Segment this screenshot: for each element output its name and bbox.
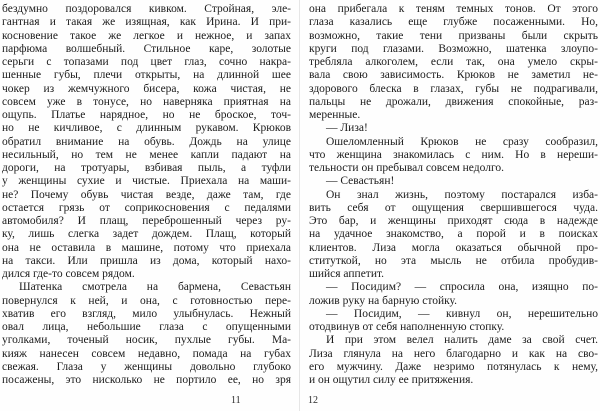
text-line: что женщина знакомилась с ним. Но в нереши-: [309, 148, 598, 161]
text-line: бездумно поздоровался кивком. Стройная, эле-: [2, 3, 291, 15]
text-line: Он знал жизнь, поэтому постарался изба-: [326, 188, 598, 201]
text-line: остается грязь от соприкосновения с педалями: [2, 201, 291, 214]
text-line: парфюма волшебный. Стильное каре, золотые: [2, 42, 291, 55]
text-line: но не кичливое, с длинным рукавом. Крюков: [2, 122, 291, 135]
text-line: глаза казались еще глубже посаженными. Но,: [309, 16, 598, 29]
page-divider: [299, 0, 300, 411]
text-line: Шатенка смотрела на бармена, Севастьян: [19, 281, 291, 294]
text-line: гантная и такая же изящная, как Ирина. И при-: [2, 16, 291, 29]
text-line: меренные.: [309, 109, 361, 121]
text-line: шенные губы, плечи открыты, на длинной шее: [2, 69, 291, 82]
text-line: его мужчину. Даже незримо потянулась к нему,: [309, 360, 598, 373]
text-line: она не оставила в машине, потому что приехала: [2, 241, 291, 254]
text-line: несильный, но тем не менее капли падают на: [2, 148, 291, 161]
text-line: овал лица, небольшие глаза с опущенными: [2, 321, 291, 333]
text-line: кияж нанесен совсем недавно, помада на губах: [2, 347, 291, 360]
text-line: вить себя от ощущения свершившегося чуда.: [309, 201, 598, 214]
text-line: автомобиля? И плащ, переброшенный через ру-: [2, 215, 291, 227]
text-line: ку, лишь слегка задет дождем. Плащ, который: [2, 228, 291, 241]
text-line: посажены, это нисколько не портило ее, но зря: [2, 374, 291, 386]
text-line: обратил внимание на обувь. Дождь на улице: [2, 135, 291, 148]
text-line: требляла алкоголем, если так, она умело скры-: [309, 56, 598, 68]
text-line: — Лиза!: [326, 122, 368, 135]
text-line: хватив его взгляд, мило улыбнулась. Нежный: [2, 307, 291, 320]
page-number-right: 12: [308, 395, 318, 406]
text-line: — Посидим? — спросила она, изящно по-: [326, 281, 598, 294]
text-line: у женщины сухие и чистые. Приехала на маши-: [2, 175, 291, 188]
text-line: свежая. Глаза у женщины довольно глубоко: [2, 360, 291, 373]
text-line: совсем уже в тонусе, но наверняка приятная на: [2, 95, 291, 108]
text-line: ощупь. Платье нарядное, но не броское, точ-: [2, 109, 291, 121]
text-line: здорового блеска в глазах, губы не подрагивали,: [309, 82, 598, 95]
text-line: чокер из жемчужного бисера, кожа чистая, не: [2, 82, 291, 95]
text-line: ституткой, но эта мысль не отбила пробудив-: [309, 254, 598, 267]
text-line: пальцы не дрожали, движения спокойные, раз-: [309, 95, 598, 108]
text-line: Ошеломленный Крюков не сразу сообразил,: [326, 135, 598, 148]
text-line: Лиза глянула на него благодарно и как на сво-: [309, 347, 598, 360]
text-line: И при этом велел налить даме за свой счет.: [326, 334, 598, 347]
text-line: — Севастьян!: [326, 175, 395, 188]
text-line: тельности он пребывал совсем недолго.: [309, 162, 504, 174]
left-page[interactable]: [2, 3, 291, 387]
text-line: ложив руку на барную стойку.: [309, 294, 457, 307]
text-line: отодвинув от себя наполненную стопку.: [309, 321, 505, 333]
text-line: уголками, точеный носик, пухлые губы. Ма-: [2, 334, 291, 347]
page-number-left: 11: [231, 395, 241, 406]
text-line: не? Почему обувь чистая везде, даже там, где: [2, 188, 291, 201]
text-line: и он ощутил силу ее притяжения.: [309, 374, 474, 386]
text-line: Это бар, и женщины приходят сюда в надежде: [309, 215, 598, 227]
text-line: возможно, такие тени призваны были скрыть: [309, 29, 598, 42]
text-line: клиентов. Лиза могла оказаться обычной про-: [309, 241, 598, 254]
text-line: она прибегала к теням темных тонов. От этого: [309, 3, 598, 15]
text-line: — Посидим, — кивнул он, нерешительно: [326, 307, 598, 320]
right-page[interactable]: [309, 3, 598, 387]
text-line: дился где-то совсем рядом.: [2, 268, 135, 280]
text-line: шийся аппетит.: [309, 268, 385, 280]
text-line: серьги с топазами под цвет глаз, сочно накра-: [2, 56, 291, 68]
text-line: на удачное знакомство, а порой и в поисках: [309, 228, 598, 241]
text-line: повернулся к ней, и она, с готовностью пере-: [2, 294, 291, 307]
text-line: косновение такое же легкое и нежное, и запах: [2, 29, 291, 42]
text-line: на такси. Или пришла из дома, который нахо-: [2, 254, 291, 267]
text-line: дороги, на тротуары, взбивая пыль, а туфли: [2, 162, 291, 174]
text-line: вала свою зависимость. Крюков не заметил не-: [309, 69, 598, 82]
text-line: круги под глазами. Возможно, шатенка злоупо-: [309, 42, 598, 55]
